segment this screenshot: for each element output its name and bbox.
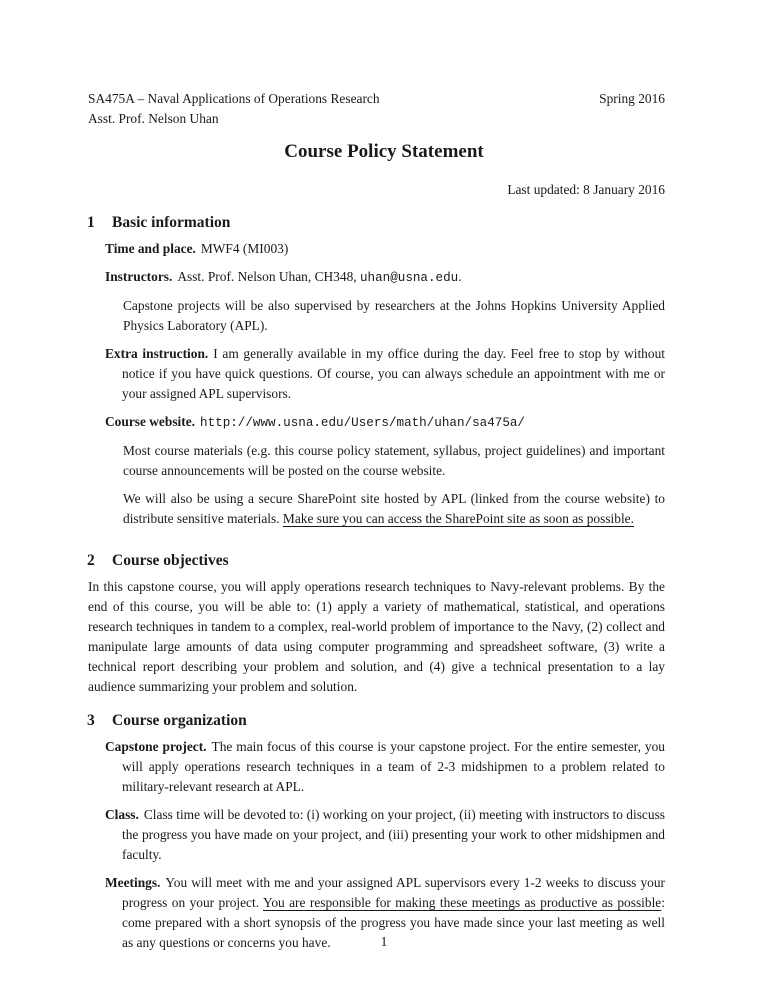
- item-label: Class.: [105, 807, 139, 822]
- section-number: 1: [87, 214, 95, 231]
- time-and-place: [105, 239, 665, 259]
- extra-instruction: [105, 344, 665, 404]
- section-title: Course objectives: [112, 552, 229, 569]
- section-title: Course organization: [112, 712, 247, 729]
- course-website: [105, 412, 665, 433]
- section-heading-1: [87, 213, 665, 233]
- item-label: Time and place.: [105, 241, 196, 256]
- item-text: Asst. Prof. Nelson Uhan, CH348,: [177, 269, 360, 284]
- course-name: SA475A – Naval Applications of Operations Research: [88, 91, 380, 106]
- section-number: 3: [87, 712, 95, 729]
- instructors-note: Capstone projects will be also supervised by researchers at the Johns Hopkins University Applied Physics Laboratory (APL).: [123, 298, 665, 333]
- item-text: The main focus of this course is your capstone project. For the entire semester, you will apply operations research techniques in a team of 2-3 midshipmen to a problem related to military-relevant research at APL.: [122, 739, 665, 794]
- page-number: 1: [380, 934, 388, 949]
- main-content: [88, 213, 665, 961]
- term: Spring 2016: [599, 91, 665, 106]
- objectives-paragraph: In this capstone course, you will apply operations research techniques to Navy-relevant problems. By the end of this course, you will be able to: (1) apply a variety of mathematical, statistical, and operations research techniques in tandem to a complex, real-world problem of importance to the Navy, (2) collect and manipulate large amounts of data using computer programming and spreadsheet software, (3) write a technical report describing your problem and solution, and (4) give a technical presentation to a lay audience summarizing your problem and solution.: [88, 579, 665, 694]
- sharepoint-emphasis: Make sure you can access the SharePoint site as soon as possible.: [282, 511, 634, 526]
- class-time: [105, 805, 665, 865]
- item-label: Course website.: [105, 414, 196, 429]
- punctuation: .: [458, 269, 462, 284]
- item-text: MWF4 (MI003): [200, 241, 289, 256]
- header-left: [88, 89, 380, 129]
- item-label: Instructors.: [105, 269, 173, 284]
- course-website-link[interactable]: http://www.usna.edu/Users/math/uhan/sa475a/: [200, 416, 525, 430]
- meetings-emphasis: You are responsible for making these meetings as productive as possible: [262, 895, 662, 910]
- section-title: Basic information: [112, 214, 231, 231]
- item-text: I am generally available in my office during the day. Feel free to stop by without notice if you have quick questions. Of course, you can always schedule an appointment with me or your assigned APL supervisors.: [122, 346, 665, 401]
- page-title: Course Policy Statement: [284, 141, 484, 162]
- instructor-name: Asst. Prof. Nelson Uhan: [88, 111, 219, 126]
- capstone-project: [105, 737, 665, 797]
- website-paragraph-1: Most course materials (e.g. this course policy statement, syllabus, project guidelines) and important course announcements will be posted on the course website.: [123, 443, 665, 478]
- sharepoint-text: We will also be using a secure SharePoint site hosted by APL (linked from the course website) to distribute sensitive materials.: [123, 491, 665, 526]
- section-number: 2: [87, 552, 95, 569]
- instructors: [105, 267, 665, 288]
- item-text-after: : come prepared with a short synopsis of the progress you have made since your last meeting as well as any questions or concerns you have.: [122, 895, 665, 950]
- website-paragraph-2: [123, 489, 665, 529]
- instructor-email[interactable]: uhan@usna.edu: [359, 271, 459, 285]
- item-label: Meetings.: [105, 875, 161, 890]
- section-heading-3: [87, 711, 665, 731]
- item-label: Capstone project.: [105, 739, 207, 754]
- last-updated: Last updated: 8 January 2016: [507, 182, 665, 197]
- item-text: You will meet with me and your assigned APL supervisors every 1-2 weeks to discuss your progress on your project.: [122, 875, 665, 910]
- item-text: Class time will be devoted to: (i) working on your project, (ii) meeting with instructors to discuss the progress you have made on your project, and (iii) presenting your work to other midshipmen and faculty.: [122, 807, 665, 862]
- section-heading-2: [87, 551, 665, 571]
- item-label: Extra instruction.: [105, 346, 209, 361]
